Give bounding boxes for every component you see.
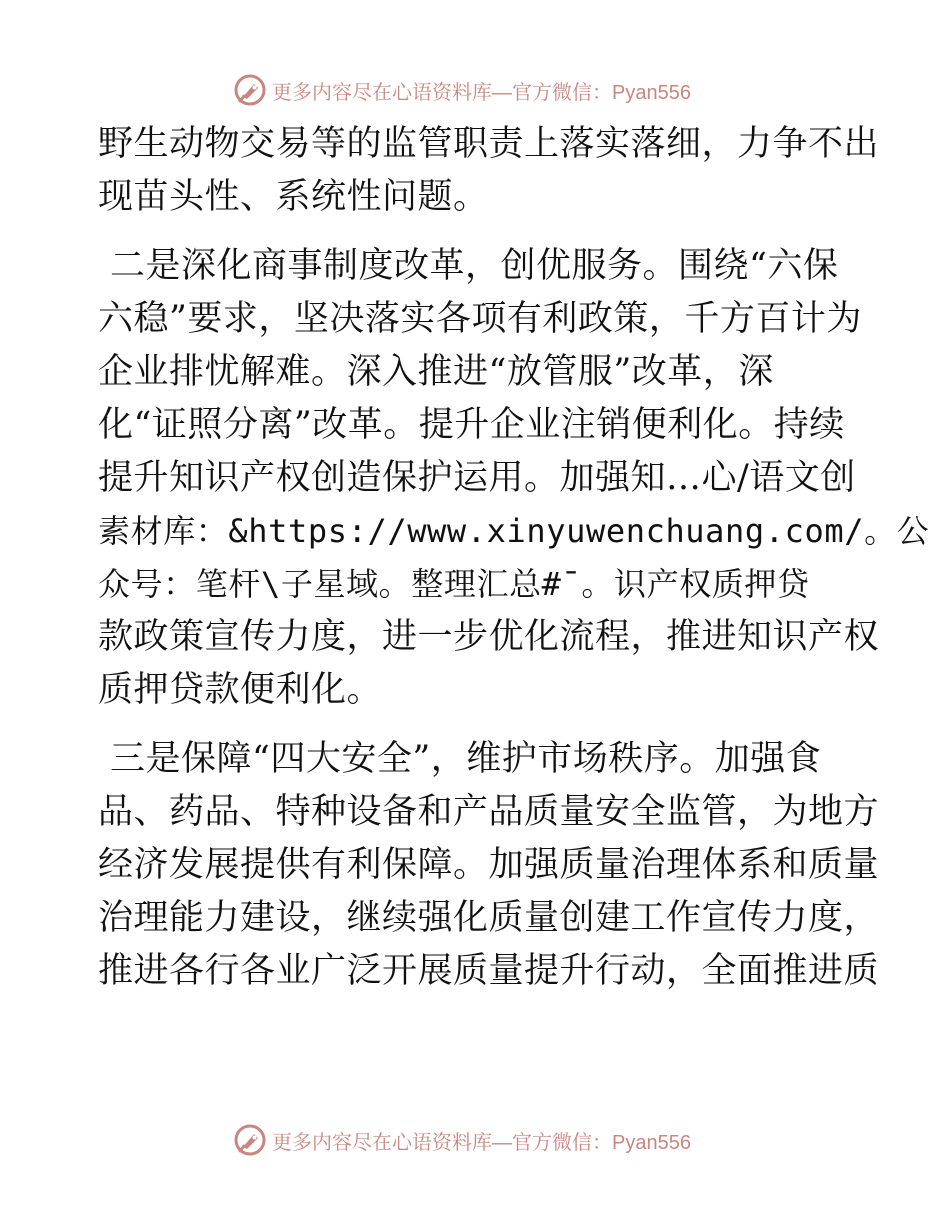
paragraph-spacer (98, 224, 858, 240)
text-line: 提升知识产权创造保护运用。加强知…心/语文创 (98, 458, 856, 498)
text-line: 六稳”要求，坚决落实各项有利政策，千方百计为 (98, 299, 862, 339)
text-line: 二是深化商事制度改革，创优服务。围绕“六保 (110, 246, 839, 286)
pen-nib-logo-icon (232, 1122, 268, 1158)
footer-watermark-banner (232, 1120, 691, 1160)
text-line: 三是保障“四大安全”，维护市场秩序。加强食 (110, 739, 822, 779)
paragraph-spacer (98, 717, 858, 733)
text-line: 经济发展提供有利保障。加强质量治理体系和质量 (98, 845, 880, 885)
header-watermark-text: 更多内容尽在心语资料库—官方微信：Pyan556 (272, 81, 691, 104)
pen-nib-logo-icon (232, 72, 268, 108)
text-line: 质押贷款便利化。 (98, 670, 383, 710)
paragraph (98, 240, 930, 717)
text-line: 素材库：&https://www.xinyuwenchuang.com/。公 (98, 512, 930, 550)
text-line: 现苗头性、系统性问题。 (98, 177, 489, 217)
text-line: 野生动物交易等的监管职责上落实落细，力争不出 (98, 124, 880, 164)
document-body (98, 118, 930, 998)
text-line: 推进各行各业广泛开展质量提升行动，全面推进质 (98, 951, 880, 991)
text-line: 治理能力建设，继续强化质量创建工作宣传力度， (98, 898, 880, 938)
paragraph (98, 118, 880, 224)
paragraph (98, 733, 880, 998)
text-line: 企业排忧解难。深入推进“放管服”改革，深 (98, 352, 774, 392)
text-line: 款政策宣传力度，进一步优化流程，推进知识产权 (98, 617, 880, 657)
footer-watermark-text: 更多内容尽在心语资料库—官方微信：Pyan556 (272, 1131, 691, 1154)
text-line: 品、药品、特种设备和产品质量安全监管，为地方 (98, 792, 880, 832)
text-line: 众号：笔杆\子星域。整理汇总#¯。识产权质押贷 (98, 565, 810, 603)
header-watermark-banner (232, 70, 691, 110)
text-line: 化“证照分离”改革。提升企业注销便利化。持续 (98, 405, 845, 445)
